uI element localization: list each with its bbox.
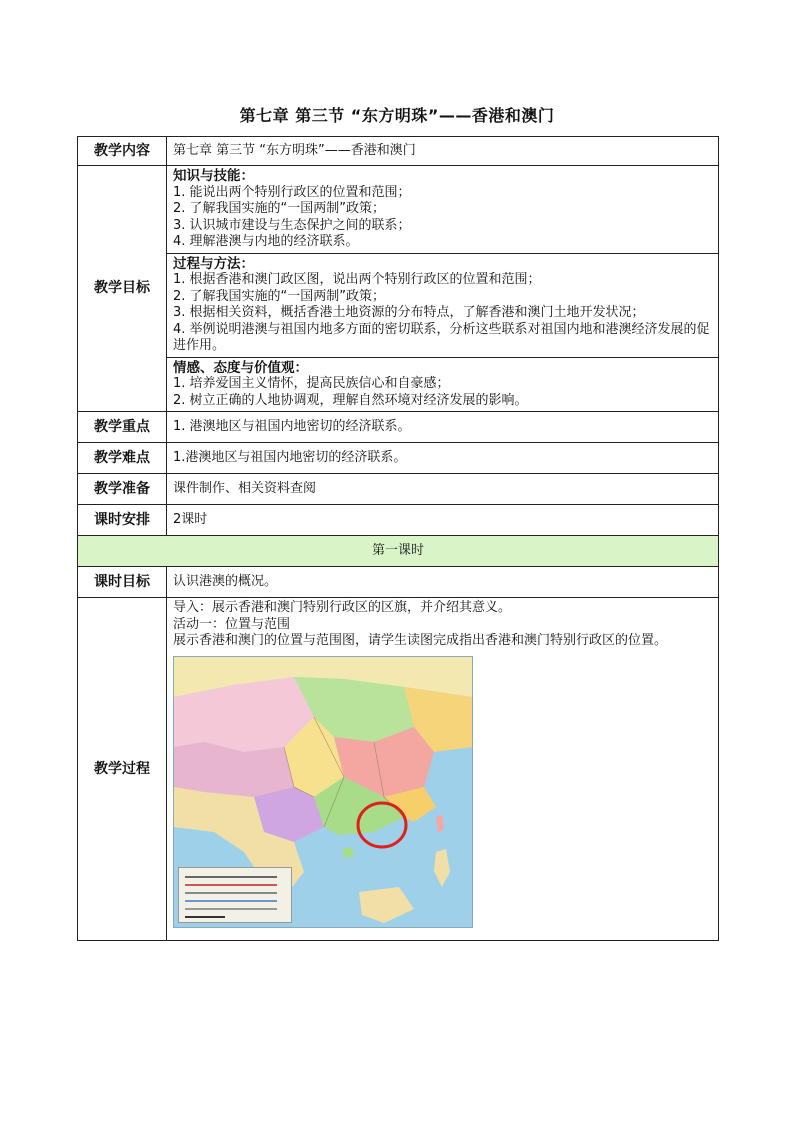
value-content: 第七章 第三节 “东方明珠”——香港和澳门	[167, 137, 719, 166]
knowledge-heading: 知识与技能：	[173, 168, 254, 184]
value-key-points: 1. 港澳地区与祖国内地密切的经济联系。	[167, 412, 719, 443]
process-line: 活动一：位置与范围	[173, 616, 291, 632]
process-line: 导入：展示香港和澳门特别行政区的区旗，并介绍其意义。	[173, 600, 512, 615]
process-item: 1. 根据香港和澳门政区图，说出两个特别行政区的位置和范围；	[173, 272, 541, 287]
china-map-image	[173, 656, 473, 928]
process-item: 2. 了解我国实施的“一国两制”政策；	[173, 288, 386, 304]
process-item: 4. 举例说明港澳与祖国内地多方面的密切联系，分析这些联系对祖国内地和港澳经济发展的促进作用。	[173, 321, 710, 353]
label-preparation: 教学准备	[78, 474, 167, 505]
process-line: 展示香港和澳门的位置与范围图，请学生读图完成指出香港和澳门特别行政区的位置。	[173, 633, 668, 648]
objectives-process	[167, 253, 719, 357]
period-banner: 第一课时	[78, 536, 719, 567]
objectives-emotion	[167, 357, 719, 412]
teaching-process-content	[167, 598, 719, 941]
row-objectives-process	[78, 253, 719, 357]
row-content	[78, 137, 719, 166]
process-heading: 过程与方法：	[173, 255, 254, 272]
row-preparation	[78, 474, 719, 505]
label-objectives: 教学目标	[78, 166, 167, 412]
row-period-goal	[78, 567, 719, 598]
row-banner	[78, 536, 719, 567]
label-teaching-process: 教学过程	[78, 598, 167, 941]
process-item: 3. 根据相关资料，概括香港土地资源的分布特点，了解香港和澳门土地开发状况；	[173, 305, 645, 320]
label-difficulties: 教学难点	[78, 443, 167, 474]
knowledge-item: 3. 认识城市建设与生态保护之间的联系；	[173, 217, 411, 233]
value-difficulties: 1.港澳地区与祖国内地密切的经济联系。	[167, 443, 719, 474]
page-title: 第七章 第三节 “东方明珠”——香港和澳门	[239, 106, 555, 125]
label-content: 教学内容	[78, 137, 167, 166]
emotion-item: 2. 树立正确的人地协调观，理解自然环境对经济发展的影响。	[173, 392, 528, 408]
value-preparation: 课件制作、相关资料查阅	[167, 474, 719, 505]
label-key-points: 教学重点	[78, 412, 167, 443]
objectives-knowledge	[167, 166, 719, 254]
value-schedule: 2课时	[167, 505, 719, 536]
map-legend	[178, 867, 292, 923]
row-objectives-knowledge	[78, 166, 719, 254]
row-schedule	[78, 505, 719, 536]
label-period-goal: 课时目标	[78, 567, 167, 598]
label-schedule: 课时安排	[78, 505, 167, 536]
row-difficulties	[78, 443, 719, 474]
emotion-heading: 情感、态度与价值观：	[173, 359, 308, 376]
lesson-plan-table	[77, 136, 719, 941]
knowledge-item: 4. 理解港澳与内地的经济联系。	[173, 234, 359, 249]
row-key-points	[78, 412, 719, 443]
emotion-item: 1. 培养爱国主义情怀，提高民族信心和自豪感；	[173, 376, 450, 391]
row-teaching-process	[78, 598, 719, 941]
knowledge-item: 2. 了解我国实施的“一国两制”政策；	[173, 201, 386, 216]
row-objectives-emotion	[78, 357, 719, 412]
value-period-goal: 认识港澳的概况。	[167, 567, 719, 598]
knowledge-item: 1. 能说出两个特别行政区的位置和范围；	[173, 184, 411, 200]
